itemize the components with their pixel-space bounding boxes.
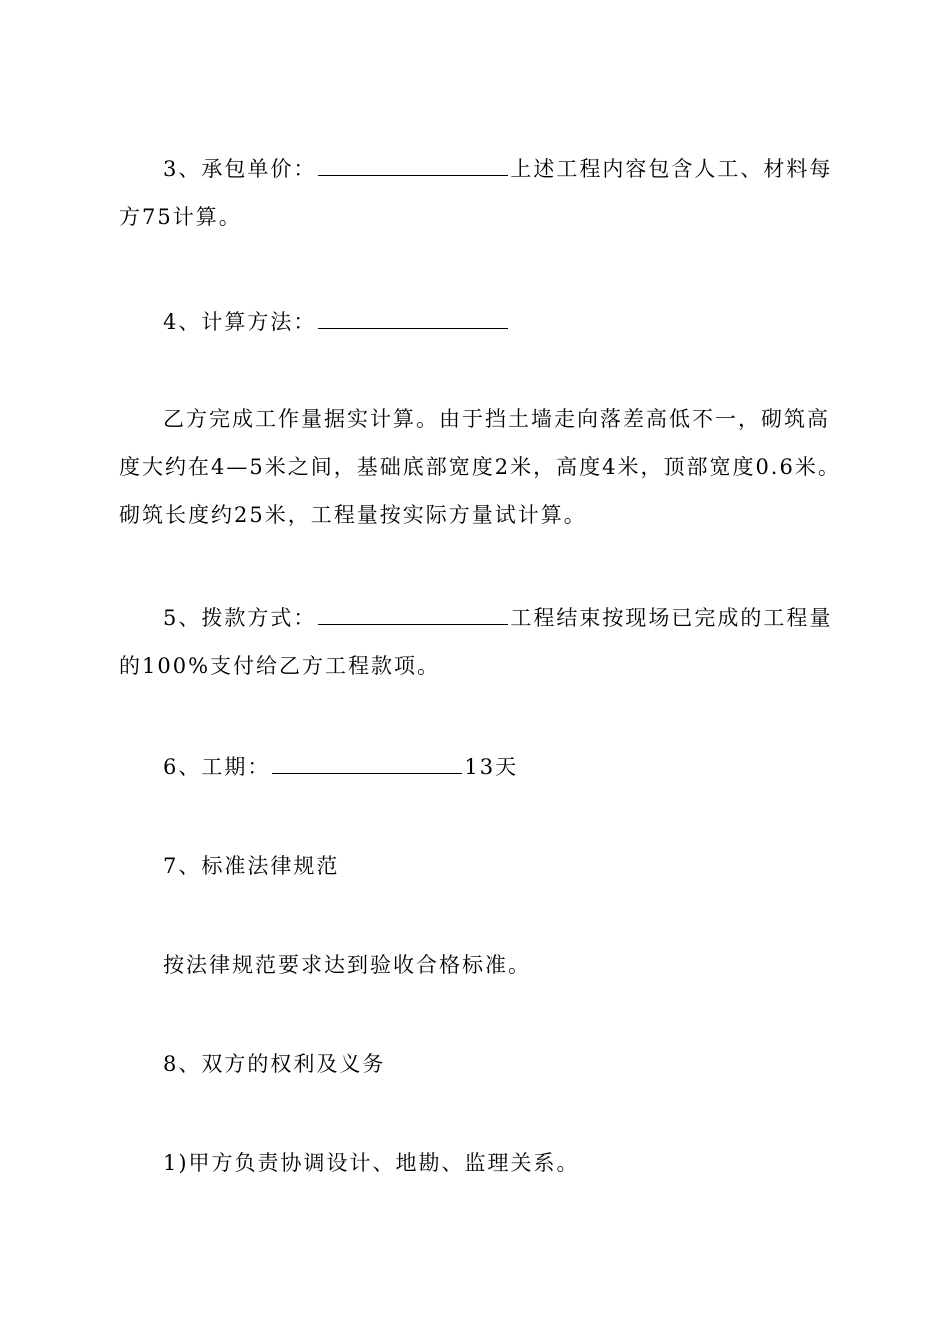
clause-8-item-1 xyxy=(119,1139,835,1187)
clause-3-label: 3、承包单价： xyxy=(163,157,317,181)
clause-5-payment xyxy=(119,594,835,690)
clause-4-label: 4、计算方法： xyxy=(163,310,317,334)
clause-4-blank xyxy=(318,310,508,329)
calc-line-1: 乙方完成工作量据实计算。由于挡土墙走向落差高低不一，砌筑高 xyxy=(163,407,830,431)
clause-5-line-2: 的100%支付给乙方工程款项。 xyxy=(119,654,441,678)
clause-5-blank xyxy=(318,606,508,625)
clause-3-blank xyxy=(318,157,508,176)
clause-7-heading xyxy=(119,842,835,890)
clause-7-heading-text: 7、标准法律规范 xyxy=(163,854,340,878)
calc-line-2: 度大约在4—5米之间，基础底部宽度2米，高度4米，顶部宽度0.6米。 xyxy=(119,455,841,479)
clause-5-label: 5、拨款方式： xyxy=(163,606,317,630)
clause-6-duration xyxy=(119,743,835,791)
clause-3-line-1 xyxy=(119,145,835,193)
clause-5-line-1 xyxy=(119,594,835,642)
clause-5-text: 工程结束按现场已完成的工程量 xyxy=(510,606,833,630)
clause-3-unit-price xyxy=(119,145,835,241)
clause-6-line-1 xyxy=(119,743,835,791)
calc-description xyxy=(119,395,841,539)
clause-8-heading xyxy=(119,1040,835,1088)
clause-4-line-1 xyxy=(119,298,835,346)
clause-6-text: 13天 xyxy=(464,755,519,779)
clause-6-label: 6、工期： xyxy=(163,755,271,779)
clause-3-text: 上述工程内容包含人工、材料每 xyxy=(510,157,833,181)
clause-3-line-2: 方75计算。 xyxy=(119,205,242,229)
clause-4-calc-method xyxy=(119,298,835,346)
clause-8-heading-text: 8、双方的权利及义务 xyxy=(163,1052,386,1076)
clause-8-item-1-text: 1)甲方负责协调设计、地勘、监理关系。 xyxy=(163,1151,580,1175)
calc-line-3: 砌筑长度约25米，工程量按实际方量试计算。 xyxy=(119,503,587,527)
clause-7-body-text: 按法律规范要求达到验收合格标准。 xyxy=(163,953,531,977)
clause-6-blank xyxy=(272,755,462,774)
clause-7-body xyxy=(119,941,835,989)
